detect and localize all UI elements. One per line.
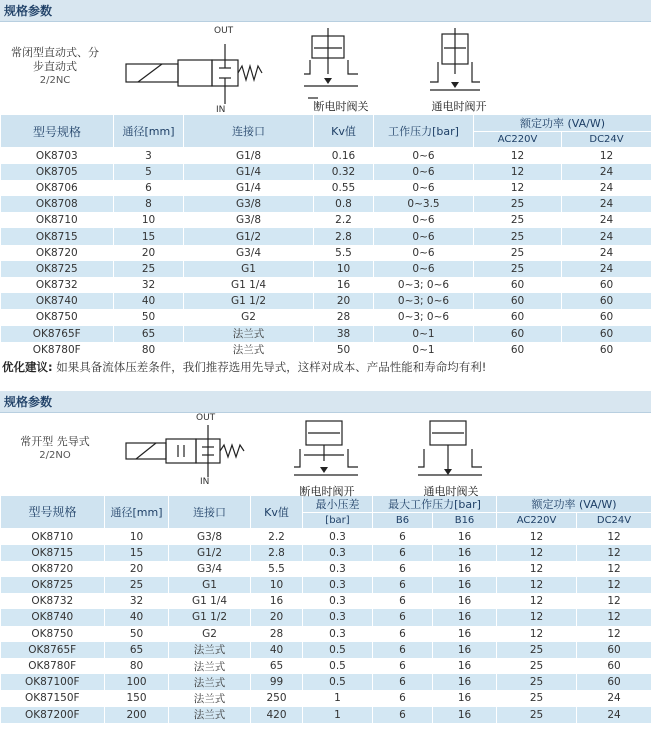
col-bore: 通径[mm] xyxy=(114,115,184,148)
advice-label: 优化建议: xyxy=(2,359,53,374)
port-out-label: OUT xyxy=(196,412,216,423)
advice-text: 如果具备流体压差条件，我们推荐选用先导式，这样对成本、产品性能和寿命均有利! xyxy=(56,359,487,374)
table-row: OK8765F 65 法兰式 40 0.5 6 16 25 60 xyxy=(1,642,651,658)
table-row: OK8750 50 G2 28 0.3 6 16 12 12 xyxy=(1,626,651,642)
port-in-label: IN xyxy=(200,476,210,487)
col-dc: DC24V xyxy=(562,132,651,148)
spacer xyxy=(0,378,651,391)
col-kv: Kv值 xyxy=(251,495,303,528)
table-row: OK8725 25 G1 10 0~6 25 24 xyxy=(1,261,651,277)
table-row: OK8705 5 G1/4 0.32 0~6 12 24 xyxy=(1,164,651,180)
valve-symbol xyxy=(122,412,252,491)
spec-table-no xyxy=(0,495,651,723)
col-power: 额定功率 (VA/W) xyxy=(474,115,651,132)
col-b6: B6 xyxy=(373,512,433,528)
col-port: 连接口 xyxy=(184,115,314,148)
table-row: OK8720 20 G3/4 5.5 0.3 6 16 12 12 xyxy=(1,561,651,577)
diagram-area xyxy=(0,22,651,114)
table-row: OK87200F 200 法兰式 420 1 6 16 25 24 xyxy=(1,707,651,723)
caption-power-on: 通电时阀关 xyxy=(423,484,479,498)
valve-type-label: 常开型 先导式 2/2NO xyxy=(20,434,90,461)
table-row: OK8732 32 G1 1/4 16 0.3 6 16 12 12 xyxy=(1,593,651,609)
caption-power-on: 通电时阀开 xyxy=(431,100,487,113)
table-row: OK8715 15 G1/2 2.8 0~6 25 24 xyxy=(1,228,651,244)
table-row: OK8732 32 G1 1/4 16 0~3; 0~6 60 60 xyxy=(1,277,651,293)
valve-type-label: 常闭型直动式、分 步直动式 2/2NC xyxy=(11,46,99,86)
table-row: OK87150F 150 法兰式 250 1 6 16 25 24 xyxy=(1,690,651,706)
table-row: OK8765F 65 法兰式 38 0~1 60 60 xyxy=(1,326,651,342)
table-row: OK8740 40 G1 1/2 20 0~3; 0~6 60 60 xyxy=(1,293,651,309)
valve-symbol xyxy=(122,26,267,116)
col-min-diff-unit: [bar] xyxy=(303,512,373,528)
section-title: 规格参数 xyxy=(0,0,651,22)
valve-off-diagram xyxy=(300,24,370,102)
table-row: OK8708 8 G3/8 0.8 0~3.5 25 24 xyxy=(1,196,651,212)
table-row: OK8706 6 G1/4 0.55 0~6 12 24 xyxy=(1,180,651,196)
port-in-label: IN xyxy=(216,105,226,115)
col-bore: 通径[mm] xyxy=(105,495,169,528)
advice-note xyxy=(0,358,651,378)
col-max-pressure: 最大工作压力[bar] xyxy=(373,495,497,512)
col-min-diff: 最小压差 xyxy=(303,495,373,512)
table-row: OK8750 50 G2 28 0~3; 0~6 60 60 xyxy=(1,309,651,325)
table-row: OK87100F 100 法兰式 99 0.5 6 16 25 60 xyxy=(1,674,651,690)
section-title: 规格参数 xyxy=(0,391,651,413)
table-row: OK8740 40 G1 1/2 20 0.3 6 16 12 12 xyxy=(1,609,651,625)
table-row: OK8715 15 G1/2 2.8 0.3 6 16 12 12 xyxy=(1,545,651,561)
valve-on-diagram xyxy=(422,24,492,102)
caption-power-off: 断电时阀开 xyxy=(299,484,355,498)
col-b16: B16 xyxy=(433,512,497,528)
col-model: 型号规格 xyxy=(1,495,105,528)
table-row: OK8703 3 G1/8 0.16 0~6 12 12 xyxy=(1,148,651,164)
col-kv: Kv值 xyxy=(314,115,374,148)
valve-open-diagram xyxy=(290,415,362,481)
col-ac: AC220V xyxy=(474,132,562,148)
table-row: OK8725 25 G1 10 0.3 6 16 12 12 xyxy=(1,577,651,593)
col-port: 连接口 xyxy=(169,495,251,528)
table-row: OK8720 20 G3/4 5.5 0~6 25 24 xyxy=(1,245,651,261)
caption-power-off: 断电时阀关 xyxy=(313,100,369,113)
col-dc: DC24V xyxy=(577,512,651,528)
spec-table-nc xyxy=(0,114,651,358)
table-row: OK8780F 80 法兰式 65 0.5 6 16 25 60 xyxy=(1,658,651,674)
table-row: OK8780F 80 法兰式 50 0~1 60 60 xyxy=(1,342,651,358)
col-pressure: 工作压力[bar] xyxy=(374,115,474,148)
valve-closed-diagram xyxy=(414,415,486,481)
port-out-label: OUT xyxy=(214,26,234,36)
diagram-area xyxy=(0,412,651,498)
col-ac: AC220V xyxy=(497,512,577,528)
table-row: OK8710 10 G3/8 2.2 0~6 25 24 xyxy=(1,212,651,228)
col-model: 型号规格 xyxy=(1,115,114,148)
col-power: 额定功率 (VA/W) xyxy=(497,495,651,512)
table-row: OK8710 10 G3/8 2.2 0.3 6 16 12 12 xyxy=(1,528,651,544)
